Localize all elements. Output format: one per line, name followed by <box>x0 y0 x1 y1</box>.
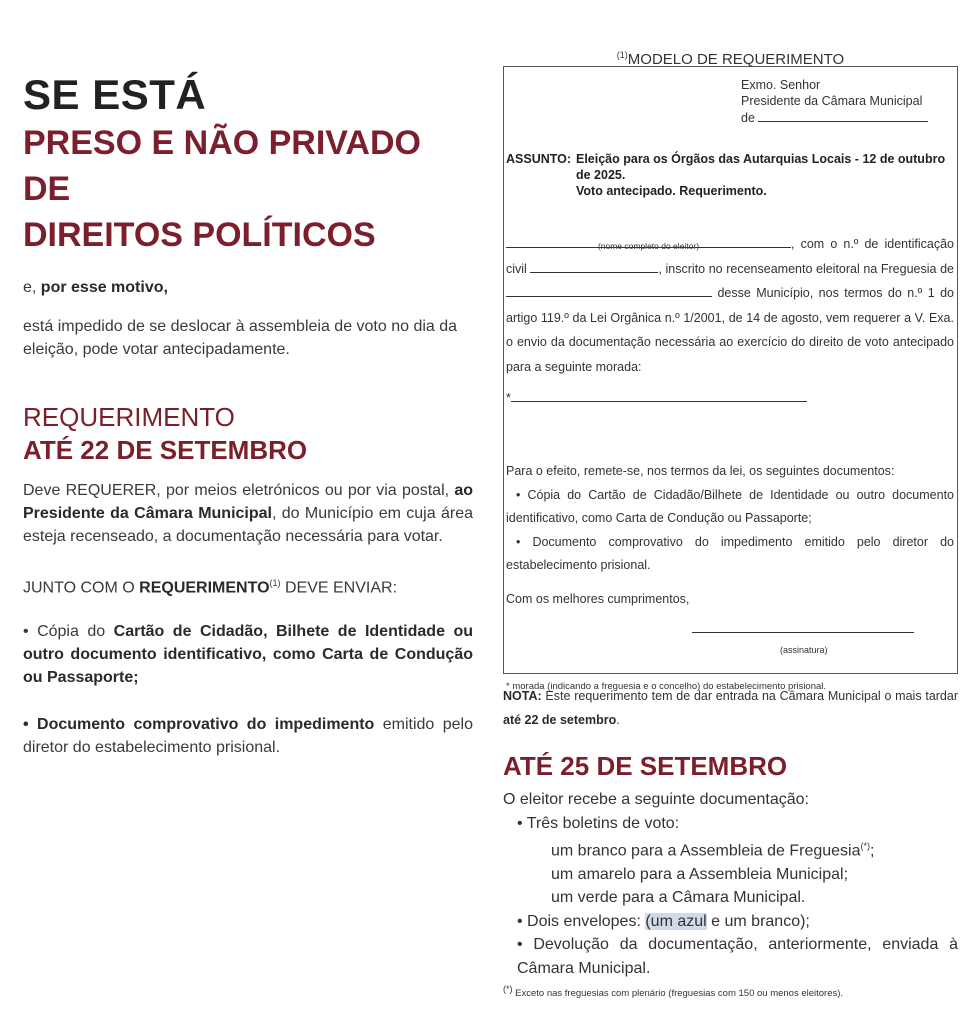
deve-requerer-text: Deve REQUERER, por meios eletrónicos ou por via postal, ao Presidente da Câmara Municipal, do Município em cuja área esteja recenseado, a documentação necessária para votar. <box>23 482 473 545</box>
docs-intro: Para o efeito, remete-se, nos termos da lei, os seguintes documentos: <box>506 464 895 478</box>
form-footnote: * morada (indicando a freguesia e o concelho) do estabelecimento prisional. <box>506 681 827 692</box>
item-devolucao: • Devolução da documentação, anteriormente, enviada à Câmara Municipal. <box>517 936 958 977</box>
selected-text-highlight[interactable]: (um azul <box>645 912 707 930</box>
id-civil-blank[interactable] <box>530 260 658 273</box>
nota-text: NOTA: Este requerimento tem de dar entrada na Câmara Municipal o mais tardar até 22 de setembro. <box>503 689 958 727</box>
assunto-block <box>506 151 954 199</box>
item-envelopes: • Dois envelopes: (um azul e um branco); <box>517 912 810 930</box>
heading-preso-line2: DIREITOS POLÍTICOS <box>23 216 376 254</box>
nome-hint: (nome completo do eleitor) <box>597 241 700 251</box>
closing-text: Com os melhores cumprimentos, <box>506 592 690 606</box>
item-boletins: • Três boletins de voto: <box>517 814 680 832</box>
assunto-line1: Eleição para os Órgãos das Autarquias Locais - 12 de outubro de 2025. <box>576 152 946 182</box>
heading-preso-line1: PRESO E NÃO PRIVADO DE <box>23 124 421 208</box>
heading-ate-25-setembro: ATÉ 25 DE SETEMBRO <box>503 751 788 781</box>
addr-line2: Presidente da Câmara Municipal <box>741 94 923 108</box>
morada-blank[interactable] <box>511 389 807 402</box>
boletim-verde: um verde para a Câmara Municipal. <box>551 889 806 907</box>
signature-label: (assinatura) <box>780 645 828 655</box>
freguesia-blank[interactable] <box>506 284 712 297</box>
boletim-amarelo: um amarelo para a Assembleia Municipal; <box>551 865 849 883</box>
e-prefix: e, <box>23 279 41 296</box>
morada-line: * <box>506 389 810 405</box>
addr-line3: de <box>741 109 928 126</box>
bullet-documento-identificacao: • Cópia do Cartão de Cidadão, Bilhete de Identidade ou outro documento identificativo, como Carta de Condução ou Passaporte; <box>23 623 473 687</box>
intro-text: está impedido de se deslocar à assembleia de voto no dia da eleição, pode votar antecipadamente. <box>23 318 458 358</box>
bullet-documento-comprovativo: • Documento comprovativo do impedimento emitido pelo diretor do estabelecimento prisional. <box>23 716 474 757</box>
req-heading-line2: ATÉ 22 DE SETEMBRO <box>23 435 308 465</box>
documents-list <box>506 460 954 578</box>
addr-line1: Exmo. Senhor <box>741 78 821 92</box>
req-heading-line1: REQUERIMENTO <box>23 402 235 432</box>
documentation-list <box>503 788 958 980</box>
requerimento-heading <box>23 401 473 467</box>
model-title: $^{(1)}$MODELO DE REQUERIMENTO <box>616 50 845 68</box>
por-esse-motivo <box>23 276 473 299</box>
receives-intro: O eleitor recebe a seguinte documentação: <box>503 791 809 808</box>
heading-se-esta: SE ESTÁ <box>23 71 207 118</box>
docs-item-2: • Documento comprovativo do impedimento emitido pelo diretor do estabelecimento prisional. <box>506 534 954 572</box>
junto-com-text: JUNTO COM O REQUERIMENTO$^{(1)}$ DEVE ENVIAR: <box>23 578 398 597</box>
e-bold: por esse motivo, <box>40 279 168 296</box>
docs-item-1: • Cópia do Cartão de Cidadão/Bilhete de Identidade ou outro documento identificativo, como Carta de Condução ou Passaporte; <box>506 487 954 525</box>
assunto-label: ASSUNTO: <box>506 152 572 166</box>
nome-blank[interactable] <box>506 235 791 251</box>
address-block <box>741 77 928 126</box>
assunto-line2: Voto antecipado. Requerimento. <box>576 184 767 198</box>
municipio-blank[interactable] <box>758 109 928 122</box>
right-column <box>503 44 958 999</box>
boletim-branco: um branco para a Assembleia de Freguesia(*); <box>551 841 875 860</box>
final-footnote: (*) Exceto nas freguesias com plenário (freguesias com 150 ou menos eleitores). <box>503 984 844 1000</box>
left-column <box>23 70 473 759</box>
signature-line[interactable] <box>692 632 914 633</box>
requerimento-form <box>503 66 958 692</box>
requerimento-body: (nome completo do eleitor) , com o n.º de identificação civil , inscrito no recenseamento eleitoral na Freguesia de desse Município, nos termos do n.º 1 do artigo 119.º da Lei Orgânica n.º 1/2001, de 14 de agosto, vem requerer a V. Exa. o envio da documentação necessária ao exercício do direito de voto antecipado para a seguinte morada: <box>506 232 954 379</box>
